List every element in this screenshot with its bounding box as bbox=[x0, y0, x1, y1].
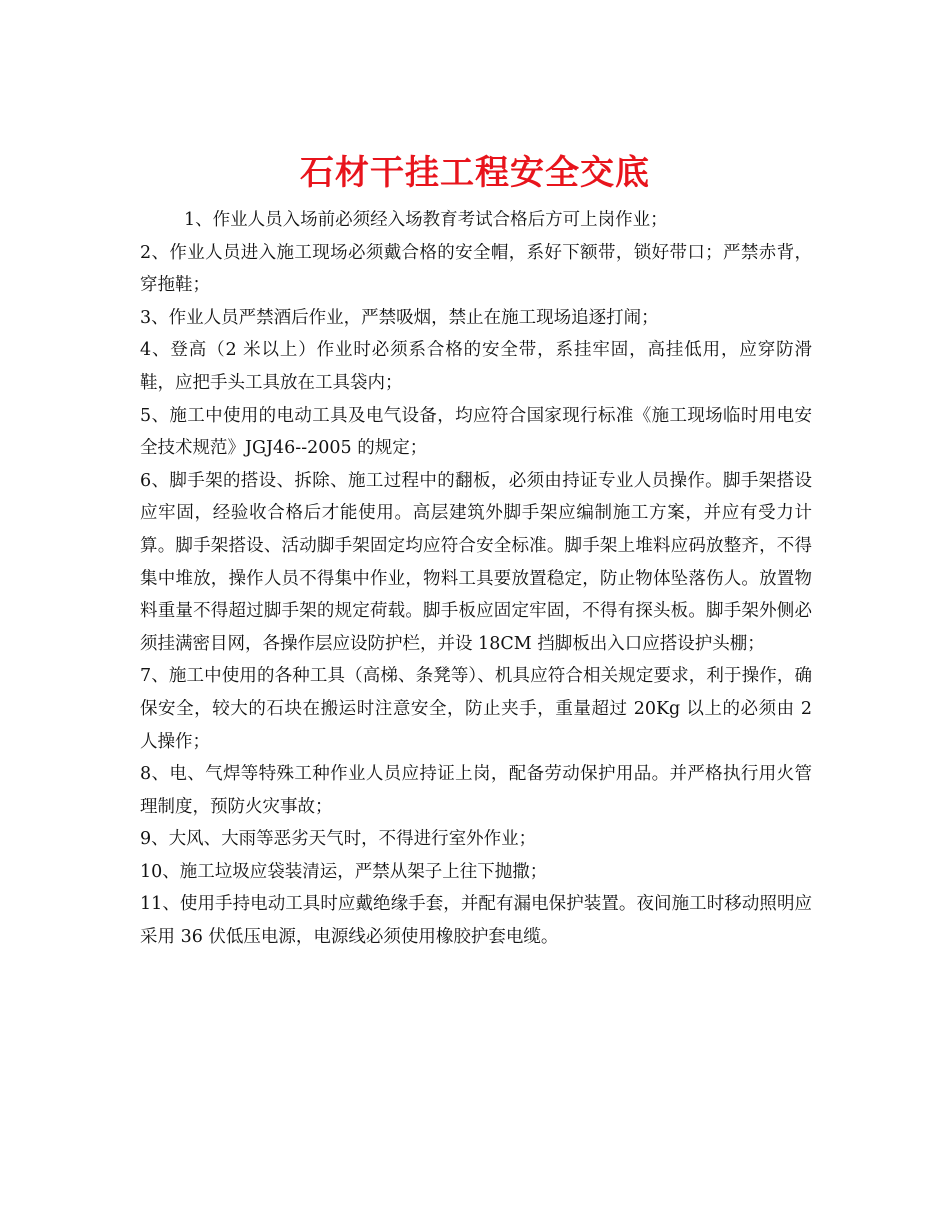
safety-item-10: 10、施工垃圾应袋装清运，严禁从架子上往下抛撒； bbox=[140, 861, 548, 882]
safety-item-6: 6、脚手架的搭设、拆除、施工过程中的翻板，必须由持证专业人员操作。脚手架搭设应牢固，经验收合格后才能使用。高层建筑外脚手架应编制施工方案，并应有受力计算。脚手架搭设、活动脚手架固定均应符合安全标准。脚手架上堆料应码放整齐，不得集中堆放，操作人员不得集中作业，物料工具要放置稳定，防止物体坠落伤人。放置物料重量不得超过脚手架的规定荷载。脚手板应固定牢固，不得有探头板。脚手架外侧必须挂满密目网，各操作层应设防护栏，并设 18CM 挡脚板出入口应搭设护头棚； bbox=[140, 470, 812, 654]
safety-item-11: 11、使用手持电动工具时应戴绝缘手套，并配有漏电保护装置。夜间施工时移动照明应采用 36 伏低压电源，电源线必须使用橡胶护套电缆。 bbox=[140, 894, 812, 948]
safety-item-9: 9、大风、大雨等恶劣天气时，不得进行室外作业； bbox=[140, 829, 537, 850]
safety-item-3: 3、作业人员严禁酒后作业，严禁吸烟，禁止在施工现场追逐打闹； bbox=[140, 307, 659, 328]
safety-item-8: 8、电、气焊等特殊工种作业人员应持证上岗，配备劳动保护用品。并严格执行用火管理制度，预防火灾事故； bbox=[140, 764, 812, 817]
safety-item-7: 7、施工中使用的各种工具（高梯、条凳等）、机具应符合相关规定要求，利于操作，确保安全，较大的石块在搬运时注意安全，防止夹手，重量超过 20Kg 以上的必须由 2 人操作； bbox=[140, 666, 812, 752]
safety-item-1: 1、作业人员入场前必须经入场教育考试合格后方可上岗作业； bbox=[184, 210, 668, 230]
document-title: 石材干挂工程安全交底 bbox=[300, 152, 650, 193]
safety-item-2: 2、作业人员进入施工现场必须戴合格的安全帽，系好下额带，锁好带口；严禁赤背，穿拖鞋； bbox=[140, 242, 812, 296]
safety-item-4: 4、登高（2 米以上）作业时必须系合格的安全带，系挂牢固，高挂低用，应穿防滑鞋，应把手头工具放在工具袋内； bbox=[140, 340, 812, 393]
safety-item-5: 5、施工中使用的电动工具及电气设备，均应符合国家现行标准《施工现场临时用电安全技术规范》JGJ46--2005 的规定； bbox=[140, 405, 812, 459]
document-body bbox=[140, 204, 812, 954]
